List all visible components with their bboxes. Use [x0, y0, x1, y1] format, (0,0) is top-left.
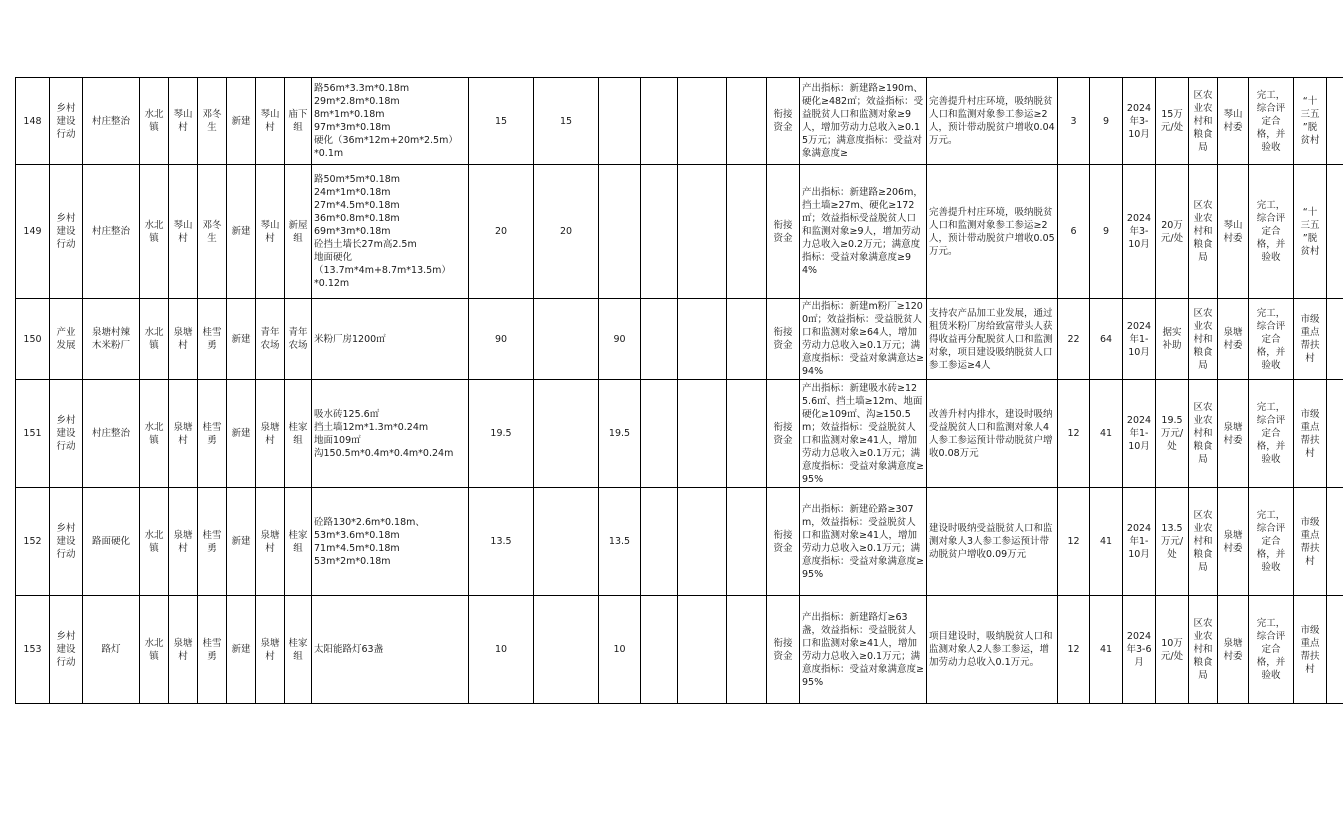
- total-investment-cell: 19.5: [469, 380, 534, 488]
- town-cell: 水北 镇: [140, 488, 169, 596]
- fund-column-a-cell: 20: [534, 165, 599, 299]
- performance-target-cell: 产出指标：新建路≥190m、硬化≥482㎡；效益指标：受益脱贫人口和监测对象≥9人，增加劳动力总收入≥0.15万元；满意度指标：受益对象满意度≥: [800, 78, 927, 165]
- performance-target-cell: 产出指标：新建吸水砖≥125.6㎡、挡土墙≥12m、地面硬化≥109㎡、沟≥150.5m；效益指标：受益脱贫人口和监测对象≥41人，增加劳动力总收入≥0.1万元；满意度指标：受益对象满意度≥95%: [800, 380, 927, 488]
- total-investment-cell: 90: [469, 299, 534, 380]
- fund-source-cell: 衔接 资金: [767, 380, 800, 488]
- location-group-cell: 桂家 组: [285, 380, 312, 488]
- remark-cell: [1327, 165, 1343, 299]
- fund-column-e-cell: [727, 488, 767, 596]
- project-name-cell: 村庄整治: [83, 78, 140, 165]
- total-investment-cell: 13.5: [469, 488, 534, 596]
- project-name-cell: 村庄整治: [83, 380, 140, 488]
- subsidy-standard-cell: 15万 元/处: [1156, 78, 1189, 165]
- fund-column-a-cell: [534, 596, 599, 704]
- town-cell: 水北 镇: [140, 78, 169, 165]
- fund-column-e-cell: [727, 380, 767, 488]
- location-village-cell: 琴山 村: [256, 78, 285, 165]
- village-type-cell: 市级 重点 帮扶 村: [1294, 596, 1327, 704]
- performance-target-cell: 产出指标：新建路≥206m，挡土墙≥27m、硬化≥172㎡；效益指标受益脱贫人口和监测对象≥9人，增加劳动力总收入≥0.2万元；满意度指标：受益对象满意度≥94%: [800, 165, 927, 299]
- construction-nature-cell: 新建: [227, 380, 256, 488]
- responsible-person-cell: 桂雪 勇: [198, 380, 227, 488]
- performance-target-cell: 产出指标：新建m粉厂≥1200㎡；效益指标：受益脱贫人口和监测对象≥64人，增加劳动力总收入≥0.1万元；满意度指标：受益对象满意达≥94%: [800, 299, 927, 380]
- subsidy-standard-cell: 10万 元/处: [1156, 596, 1189, 704]
- location-village-cell: 青年 农场: [256, 299, 285, 380]
- row-number: 151: [16, 380, 50, 488]
- category-cell: 乡村 建设 行动: [50, 78, 83, 165]
- fund-source-cell: 衔接 资金: [767, 78, 800, 165]
- table-row: [16, 165, 1343, 299]
- benefit-mechanism-cell: 完善提升村庄环境，吸纳脱贫人口和监测对象参工参运≥2人，预计带动脱贫户增收0.05万元。: [927, 165, 1058, 299]
- subsidy-standard-cell: 19.5 万元/ 处: [1156, 380, 1189, 488]
- construction-period-cell: 2024 年3- 10月: [1123, 165, 1156, 299]
- location-group-cell: 庙下 组: [285, 78, 312, 165]
- benefit-mechanism-cell: 项目建设时，吸纳脱贫人口和监测对象人2人参工参运，增加劳动力总收入0.1万元。: [927, 596, 1058, 704]
- construction-content-cell: 路50m*5m*0.18m 24m*1m*0.18m 27m*4.5m*0.18m 36m*0.8m*0.18m 69m*3m*0.18m 砼挡土墙长27m高2.5m 地面硬化 （13.7m*4m+8.7m*13.5m） *0.12m: [312, 165, 469, 299]
- construction-content-cell: 路56m*3.3m*0.18m 29m*2.8m*0.18m 8m*1m*0.18m 97m*3m*0.18m 硬化（36m*12m+20m*2.5m） *0.1m: [312, 78, 469, 165]
- town-cell: 水北 镇: [140, 299, 169, 380]
- responsible-person-cell: 桂雪 勇: [198, 488, 227, 596]
- location-group-cell: 青年 农场: [285, 299, 312, 380]
- responsible-person-cell: 邓冬 生: [198, 78, 227, 165]
- benefit-households-cell: 22: [1058, 299, 1090, 380]
- town-cell: 水北 镇: [140, 380, 169, 488]
- construction-period-cell: 2024 年1- 10月: [1123, 299, 1156, 380]
- acceptance-cell: 完工， 综合评 定合 格，并 验收: [1249, 488, 1294, 596]
- benefit-people-cell: 9: [1090, 165, 1123, 299]
- row-number: 150: [16, 299, 50, 380]
- fund-column-b-cell: [599, 78, 641, 165]
- project-name-cell: 路面硬化: [83, 488, 140, 596]
- supervising-department-cell: 区农 业农 村和 粮食 局: [1189, 596, 1218, 704]
- table-body: [16, 78, 1343, 704]
- location-group-cell: 新屋 组: [285, 165, 312, 299]
- fund-column-b-cell: 19.5: [599, 380, 641, 488]
- fund-column-d-cell: [678, 596, 727, 704]
- acceptance-cell: 完工， 综合评 定合 格，并 验收: [1249, 165, 1294, 299]
- benefit-people-cell: 9: [1090, 78, 1123, 165]
- fund-column-c-cell: [641, 488, 678, 596]
- location-village-cell: 泉塘 村: [256, 596, 285, 704]
- village-type-cell: “十 三五 ”脱 贫村: [1294, 78, 1327, 165]
- supervising-department-cell: 区农 业农 村和 粮食 局: [1189, 299, 1218, 380]
- subsidy-standard-cell: 13.5 万元/ 处: [1156, 488, 1189, 596]
- fund-column-e-cell: [727, 596, 767, 704]
- benefit-mechanism-cell: 建设时吸纳受益脱贫人口和监测对象人3人参工参运预计带动脱贫户增收0.09万元: [927, 488, 1058, 596]
- performance-target-cell: 产出指标：新建砼路≥307m，效益指标：受益脱贫人口和监测对象≥41人，增加劳动力总收入≥0.1万元；满意度指标：受益对象满意度≥95%: [800, 488, 927, 596]
- table-row: [16, 488, 1343, 596]
- project-owner-cell: 泉塘 村委: [1218, 596, 1249, 704]
- fund-column-b-cell: [599, 165, 641, 299]
- fund-column-b-cell: 90: [599, 299, 641, 380]
- benefit-households-cell: 6: [1058, 165, 1090, 299]
- fund-column-d-cell: [678, 165, 727, 299]
- supervising-department-cell: 区农 业农 村和 粮食 局: [1189, 165, 1218, 299]
- fund-column-a-cell: [534, 488, 599, 596]
- total-investment-cell: 15: [469, 78, 534, 165]
- benefit-households-cell: 12: [1058, 488, 1090, 596]
- village-cell: 琴山 村: [169, 78, 198, 165]
- supervising-department-cell: 区农 业农 村和 粮食 局: [1189, 488, 1218, 596]
- construction-period-cell: 2024 年3- 10月: [1123, 78, 1156, 165]
- construction-nature-cell: 新建: [227, 299, 256, 380]
- fund-source-cell: 衔接 资金: [767, 488, 800, 596]
- table-row: [16, 299, 1343, 380]
- project-table: [15, 77, 1343, 704]
- location-group-cell: 桂家 组: [285, 596, 312, 704]
- total-investment-cell: 20: [469, 165, 534, 299]
- table-row: [16, 596, 1343, 704]
- table-row: [16, 380, 1343, 488]
- supervising-department-cell: 区农 业农 村和 粮食 局: [1189, 78, 1218, 165]
- benefit-households-cell: 12: [1058, 380, 1090, 488]
- category-cell: 乡村 建设 行动: [50, 165, 83, 299]
- table-row: [16, 78, 1343, 165]
- benefit-households-cell: 3: [1058, 78, 1090, 165]
- remark-cell: [1327, 299, 1343, 380]
- fund-column-c-cell: [641, 299, 678, 380]
- construction-nature-cell: 新建: [227, 488, 256, 596]
- fund-column-a-cell: 15: [534, 78, 599, 165]
- construction-nature-cell: 新建: [227, 596, 256, 704]
- construction-period-cell: 2024 年1- 10月: [1123, 380, 1156, 488]
- benefit-people-cell: 41: [1090, 488, 1123, 596]
- project-owner-cell: 琴山 村委: [1218, 165, 1249, 299]
- village-type-cell: 市级 重点 帮扶 村: [1294, 380, 1327, 488]
- project-name-cell: 路灯: [83, 596, 140, 704]
- row-number: 152: [16, 488, 50, 596]
- fund-source-cell: 衔接 资金: [767, 165, 800, 299]
- subsidy-standard-cell: 据实 补助: [1156, 299, 1189, 380]
- row-number: 148: [16, 78, 50, 165]
- village-type-cell: 市级 重点 帮扶 村: [1294, 299, 1327, 380]
- village-cell: 泉塘 村: [169, 380, 198, 488]
- benefit-mechanism-cell: 完善提升村庄环境，吸纳脱贫人口和监测对象参工参运≥2人，预计带动脱贫户增收0.04万元。: [927, 78, 1058, 165]
- fund-column-e-cell: [727, 165, 767, 299]
- benefit-mechanism-cell: 支持农产品加工业发展，通过租赁米粉厂房给致富带头人获得收益再分配脱贫人口和监测对象，项目建设吸纳脱贫人口参工参运≥4人: [927, 299, 1058, 380]
- fund-source-cell: 衔接 资金: [767, 596, 800, 704]
- construction-period-cell: 2024 年3-6 月: [1123, 596, 1156, 704]
- construction-period-cell: 2024 年1- 10月: [1123, 488, 1156, 596]
- acceptance-cell: 完工， 综合评 定合 格，并 验收: [1249, 596, 1294, 704]
- benefit-people-cell: 41: [1090, 596, 1123, 704]
- responsible-person-cell: 邓冬 生: [198, 165, 227, 299]
- fund-column-e-cell: [727, 299, 767, 380]
- fund-column-a-cell: [534, 380, 599, 488]
- village-cell: 琴山 村: [169, 165, 198, 299]
- remark-cell: [1327, 78, 1343, 165]
- village-type-cell: 市级 重点 帮扶 村: [1294, 488, 1327, 596]
- remark-cell: [1327, 380, 1343, 488]
- location-village-cell: 泉塘 村: [256, 488, 285, 596]
- performance-target-cell: 产出指标：新建路灯≥63盏，效益指标：受益脱贫人口和监测对象≥41人，增加劳动力总收入≥0.1万元；满意度指标：受益对象满意度≥95%: [800, 596, 927, 704]
- project-owner-cell: 泉塘 村委: [1218, 488, 1249, 596]
- construction-content-cell: 太阳能路灯63盏: [312, 596, 469, 704]
- responsible-person-cell: 桂雪 勇: [198, 299, 227, 380]
- village-cell: 泉塘 村: [169, 299, 198, 380]
- fund-column-b-cell: 10: [599, 596, 641, 704]
- fund-source-cell: 衔接 资金: [767, 299, 800, 380]
- fund-column-c-cell: [641, 78, 678, 165]
- fund-column-a-cell: [534, 299, 599, 380]
- construction-nature-cell: 新建: [227, 78, 256, 165]
- category-cell: 乡村 建设 行动: [50, 596, 83, 704]
- village-type-cell: “十 三五 ”脱 贫村: [1294, 165, 1327, 299]
- location-group-cell: 桂家 组: [285, 488, 312, 596]
- acceptance-cell: 完工， 综合评 定合 格，并 验收: [1249, 380, 1294, 488]
- responsible-person-cell: 桂雪 勇: [198, 596, 227, 704]
- fund-column-c-cell: [641, 596, 678, 704]
- location-village-cell: 琴山 村: [256, 165, 285, 299]
- total-investment-cell: 10: [469, 596, 534, 704]
- fund-column-c-cell: [641, 165, 678, 299]
- category-cell: 产业 发展: [50, 299, 83, 380]
- town-cell: 水北 镇: [140, 165, 169, 299]
- supervising-department-cell: 区农 业农 村和 粮食 局: [1189, 380, 1218, 488]
- project-owner-cell: 泉塘 村委: [1218, 299, 1249, 380]
- benefit-households-cell: 12: [1058, 596, 1090, 704]
- remark-cell: [1327, 596, 1343, 704]
- construction-content-cell: 米粉厂房1200㎡: [312, 299, 469, 380]
- acceptance-cell: 完工， 综合评 定合 格，并 验收: [1249, 78, 1294, 165]
- benefit-people-cell: 41: [1090, 380, 1123, 488]
- fund-column-b-cell: 13.5: [599, 488, 641, 596]
- category-cell: 乡村 建设 行动: [50, 488, 83, 596]
- benefit-people-cell: 64: [1090, 299, 1123, 380]
- location-village-cell: 泉塘 村: [256, 380, 285, 488]
- row-number: 153: [16, 596, 50, 704]
- benefit-mechanism-cell: 改善升村内排水，建设时吸纳受益脱贫人口和监测对象人4人参工参运预计带动脱贫户增收0.08万元: [927, 380, 1058, 488]
- fund-column-d-cell: [678, 488, 727, 596]
- construction-nature-cell: 新建: [227, 165, 256, 299]
- village-cell: 泉塘 村: [169, 488, 198, 596]
- town-cell: 水北 镇: [140, 596, 169, 704]
- project-name-cell: 泉塘村辣 木米粉厂: [83, 299, 140, 380]
- construction-content-cell: 吸水砖125.6㎡ 挡土墙12m*1.3m*0.24m 地面109㎡ 沟150.5m*0.4m*0.4m*0.24m: [312, 380, 469, 488]
- project-owner-cell: 泉塘 村委: [1218, 380, 1249, 488]
- remark-cell: [1327, 488, 1343, 596]
- category-cell: 乡村 建设 行动: [50, 380, 83, 488]
- acceptance-cell: 完工， 综合评 定合 格，并 验收: [1249, 299, 1294, 380]
- fund-column-d-cell: [678, 380, 727, 488]
- row-number: 149: [16, 165, 50, 299]
- construction-content-cell: 砼路130*2.6m*0.18m、 53m*3.6m*0.18m 71m*4.5m*0.18m 53m*2m*0.18m: [312, 488, 469, 596]
- fund-column-d-cell: [678, 299, 727, 380]
- project-name-cell: 村庄整治: [83, 165, 140, 299]
- fund-column-e-cell: [727, 78, 767, 165]
- fund-column-c-cell: [641, 380, 678, 488]
- subsidy-standard-cell: 20万 元/处: [1156, 165, 1189, 299]
- fund-column-d-cell: [678, 78, 727, 165]
- village-cell: 泉塘 村: [169, 596, 198, 704]
- project-owner-cell: 琴山 村委: [1218, 78, 1249, 165]
